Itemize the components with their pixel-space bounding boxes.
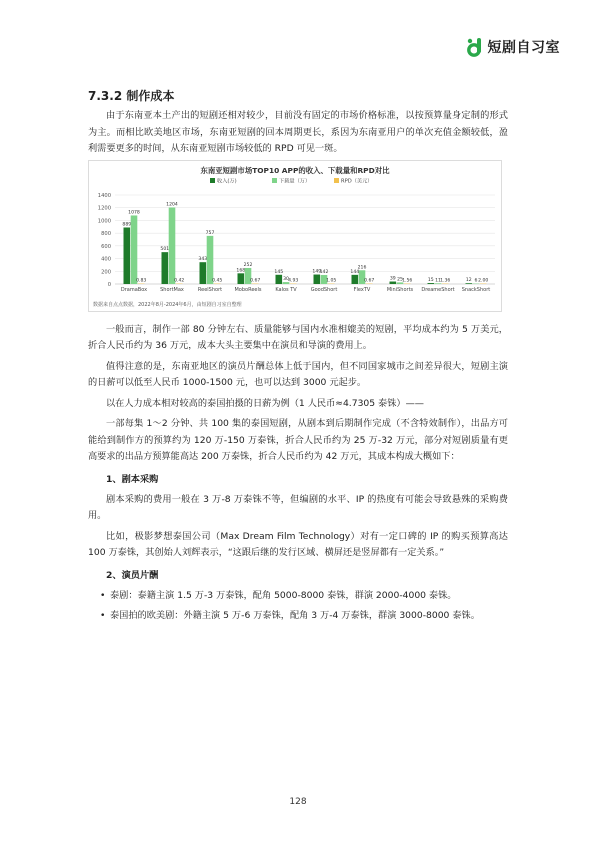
bar-0-9 [466,283,473,284]
data-label-0-3: 168 [236,267,246,273]
data-label-1-3: 252 [243,262,253,268]
data-label-0-4: 145 [274,269,284,275]
page-content [88,88,508,624]
legend-swatch-0 [210,178,215,183]
section-title: 7.3.2 制作成本 [88,89,175,103]
data-label-1-8: 11 [435,277,441,283]
paragraph-3: 值得注意的是，东南亚地区的演员片酬总体上低于国内，但不同国家城市之间差异很大，短剧主演的日薪可以低至人民币 1000-1500 元，也可以达到 3000 元起步。 [88,360,508,388]
data-label-2-7: 1.56 [402,278,413,284]
data-label-0-0: 889 [122,221,132,227]
data-label-0-5: 149 [312,269,322,275]
bar-1-2 [207,235,214,283]
bar-0-6 [352,274,359,283]
data-label-2-4: 4.93 [288,278,299,284]
y-tick-label-7: 1400 [97,192,111,199]
x-tick-label-4: Kalos TV [275,286,297,293]
data-label-2-5: 1.05 [326,278,337,284]
bullet-item-western-drama: • 泰国拍的欧美剧：外籍主演 5 万-6 万泰铢，配角 3 万-4 万泰铢，群演 3000-8000 泰铢。 [110,608,508,624]
data-label-0-1: 501 [160,246,170,252]
bar-0-4 [276,274,283,283]
y-tick-label-6: 1200 [97,205,111,212]
x-tick-label-2: ReelShort [197,286,223,293]
data-label-0-6: 144 [350,269,360,275]
x-tick-label-8: DreameShort [421,286,455,293]
x-tick-label-0: DramaBox [120,286,148,293]
x-tick-label-9: SnackShort [461,286,491,293]
chart-source-note: 数据来自点点数据，2022年8月-2024年6月，由短剧自习室自整理 [93,301,242,308]
subsection-script-purchase: 1、剧本采购 [106,473,159,485]
legend-label-2: RPD（美元） [341,178,373,185]
bar-0-0 [124,227,131,284]
data-label-0-2: 343 [198,256,208,262]
paragraph-2: 一般而言，制作一部 80 分钟左右、质量能够与国内水准相媲美的短剧，平均成本约为 5 万美元，折合人民币约为 36 万元，成本大头主要集中在演员和导演的费用上。 [88,323,508,351]
paragraph-7: 比如，极影梦想泰国公司（Max Dream Film Technology）对有一定口碑的 IP 的购买预算高达 100 万泰铢，其创始人刘辉表示，“这跟后继的发行区域、横屏还是竖屏都有一定关系。” [88,530,508,558]
bar-1-1 [169,207,176,284]
brand-name: 短剧自习室 [487,40,560,56]
data-label-2-8: 1.36 [440,278,451,284]
data-label-0-7: 39 [389,276,396,282]
bar-0-3 [238,273,245,284]
legend-swatch-2 [334,178,339,183]
brand-logo [466,37,561,57]
paragraph-1: 由于东南亚本土产出的短剧还相对较少，目前没有固定的市场价格标准，以按预算量身定制的形式为主。而相比欧美地区市场，东南亚短剧的回本周期更长，系因为东南亚用户的单次充值金额较低，盈利需要更多的时间，从东南亚短剧市场较低的 RPD 可见一斑。 [88,110,508,154]
page-number: 128 [289,797,307,807]
data-label-2-3: 0.67 [250,278,261,284]
y-tick-label-4: 800 [101,230,111,237]
bar-0-1 [162,252,169,284]
paragraph-5: 一部每集 1～2 分钟、共 100 集的泰国短剧，从剧本到后期制作完成（不含特效制作），出品方可能给到制作方的预算约为 120 万-150 万泰铢，折合人民币约为 25 万-32 万元，部分对短剧质量有更高要求的出品方预算能高达 200 万泰铢，折合人民币约为 42 万元，其成本构成大概如下： [88,418,508,462]
data-label-1-4: 30 [283,276,289,282]
y-tick-label-2: 400 [101,256,111,263]
y-tick-label-1: 200 [101,268,111,275]
data-label-2-1: 0.42 [174,278,185,284]
bullet-item-thai-drama: • 泰剧：泰籍主演 1.5 万-3 万泰铢，配角 5000-8000 泰铢，群演 2000-4000 泰铢。 [110,588,508,604]
x-tick-label-3: MoboReels [234,286,262,293]
data-label-1-2: 757 [205,230,215,236]
data-label-1-1: 1204 [166,201,178,207]
data-label-1-5: 142 [319,269,329,275]
chart-title: 东南亚短剧市场TOP10 APP的收入、下载量和RPD对比 [200,165,390,175]
subsection-actor-fees: 2、演员片酬 [106,569,159,581]
data-label-0-8: 15 [427,277,434,283]
x-tick-label-6: FlexTV [353,286,371,293]
data-label-2-0: 0.83 [136,278,147,284]
bar-0-8 [428,283,435,284]
x-tick-label-7: MiniShorts [386,286,414,293]
bar-1-0 [131,215,138,284]
bar-0-2 [200,262,207,284]
data-label-1-7: 25 [397,276,403,282]
data-label-2-6: 0.67 [364,278,375,284]
y-tick-label-3: 600 [101,243,111,250]
legend-label-0: 收入(万) [217,178,237,185]
data-label-2-2: 0.45 [212,278,223,284]
bar-0-7 [390,281,397,283]
brand-d-icon [466,37,484,57]
paragraph-4: 以在人力成本相对较高的泰国拍摄的日薪为例（1 人民币≈4.7305 泰铢）—— [106,397,424,409]
x-tick-label-5: GoodShort [310,286,338,293]
data-label-1-9: 6 [474,278,478,284]
bar-0-5 [314,274,321,283]
data-label-1-0: 1078 [128,209,140,215]
paragraph-6: 剧本采购的费用一般在 3 万-8 万泰铢不等，但编剧的水平、IP 的热度有可能会导致悬殊的采购费用。 [88,493,508,521]
data-label-2-9: 2.00 [478,278,489,284]
y-tick-label-5: 1000 [97,217,111,224]
legend-swatch-1 [272,178,277,183]
y-tick-label-0: 0 [107,281,111,288]
data-label-1-6: 216 [357,264,367,270]
data-label-0-9: 12 [465,277,472,283]
x-tick-label-1: ShortMax [160,286,184,293]
bar-chart [89,161,501,311]
chart-container [88,160,502,312]
legend-label-1: 下载量（万） [279,178,311,185]
